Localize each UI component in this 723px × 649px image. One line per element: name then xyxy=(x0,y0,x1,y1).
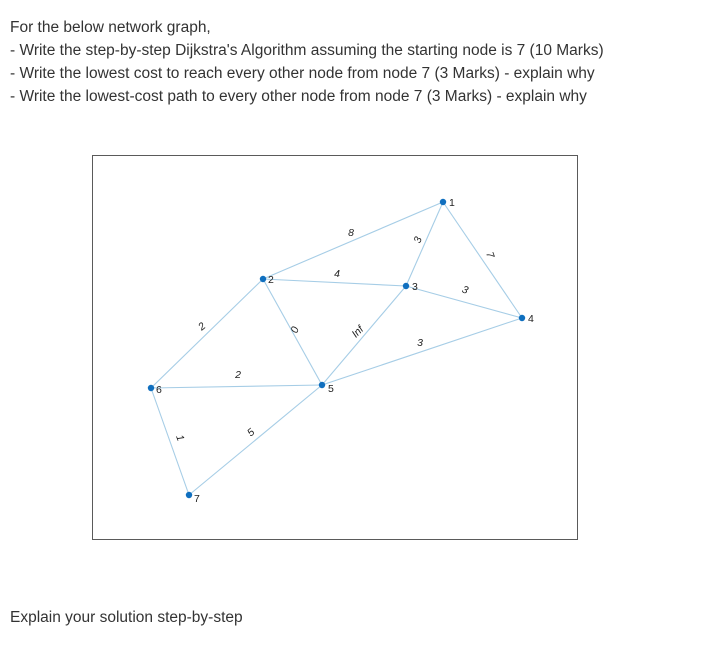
node-6 xyxy=(148,385,154,391)
node-label-6: 6 xyxy=(156,384,162,396)
edge-5-3 xyxy=(322,286,406,385)
edge-weight-2-5: 0 xyxy=(288,325,302,335)
edge-weight-6-7: 1 xyxy=(173,433,187,443)
edge-weight-2-3: 4 xyxy=(334,268,340,280)
instruction-footer: Explain your solution step-by-step xyxy=(10,609,243,626)
edges-layer xyxy=(151,202,522,495)
edge-weights-layer xyxy=(173,227,497,443)
node-label-5: 5 xyxy=(328,383,334,395)
edge-2-6 xyxy=(151,279,263,388)
edge-7-5 xyxy=(189,385,322,495)
edge-1-3 xyxy=(406,202,443,286)
edge-weight-7-5: 5 xyxy=(244,426,258,440)
edge-weight-2-1: 8 xyxy=(348,227,354,239)
network-graph xyxy=(93,156,577,539)
edge-6-5 xyxy=(151,385,322,388)
edge-weight-3-4: 3 xyxy=(460,283,470,297)
network-graph-figure xyxy=(92,155,578,540)
edge-weight-2-6: 2 xyxy=(195,320,209,334)
node-7 xyxy=(186,492,192,498)
node-label-7: 7 xyxy=(194,493,200,505)
node-5 xyxy=(319,382,325,388)
node-label-1: 1 xyxy=(449,197,455,209)
node-label-3: 3 xyxy=(412,281,418,293)
nodes-layer xyxy=(148,197,534,505)
question-item-2: - Write the lowest cost to reach every other node from node 7 (3 Marks) - explain why xyxy=(10,65,595,82)
edge-6-7 xyxy=(151,388,189,495)
question-item-3: - Write the lowest-cost path to every other node from node 7 (3 Marks) - explain why xyxy=(10,88,587,105)
node-label-4: 4 xyxy=(528,313,534,325)
question-text xyxy=(10,16,604,108)
edge-weight-6-5: 2 xyxy=(235,369,241,381)
node-3 xyxy=(403,283,409,289)
edge-weight-5-4: 3 xyxy=(417,337,423,349)
node-2 xyxy=(260,276,266,282)
question-intro: For the below network graph, xyxy=(10,19,211,36)
edge-weight-1-4: 7 xyxy=(483,250,497,260)
node-4 xyxy=(519,315,525,321)
node-1 xyxy=(440,199,446,205)
edge-weight-1-3: 3 xyxy=(411,235,425,245)
node-label-2: 2 xyxy=(268,274,274,286)
edge-2-3 xyxy=(263,279,406,286)
edge-weight-5-3: Inf xyxy=(349,323,367,341)
question-item-1: - Write the step-by-step Dijkstra's Algorithm assuming the starting node is 7 (10 Marks) xyxy=(10,42,604,59)
edge-1-4 xyxy=(443,202,522,318)
